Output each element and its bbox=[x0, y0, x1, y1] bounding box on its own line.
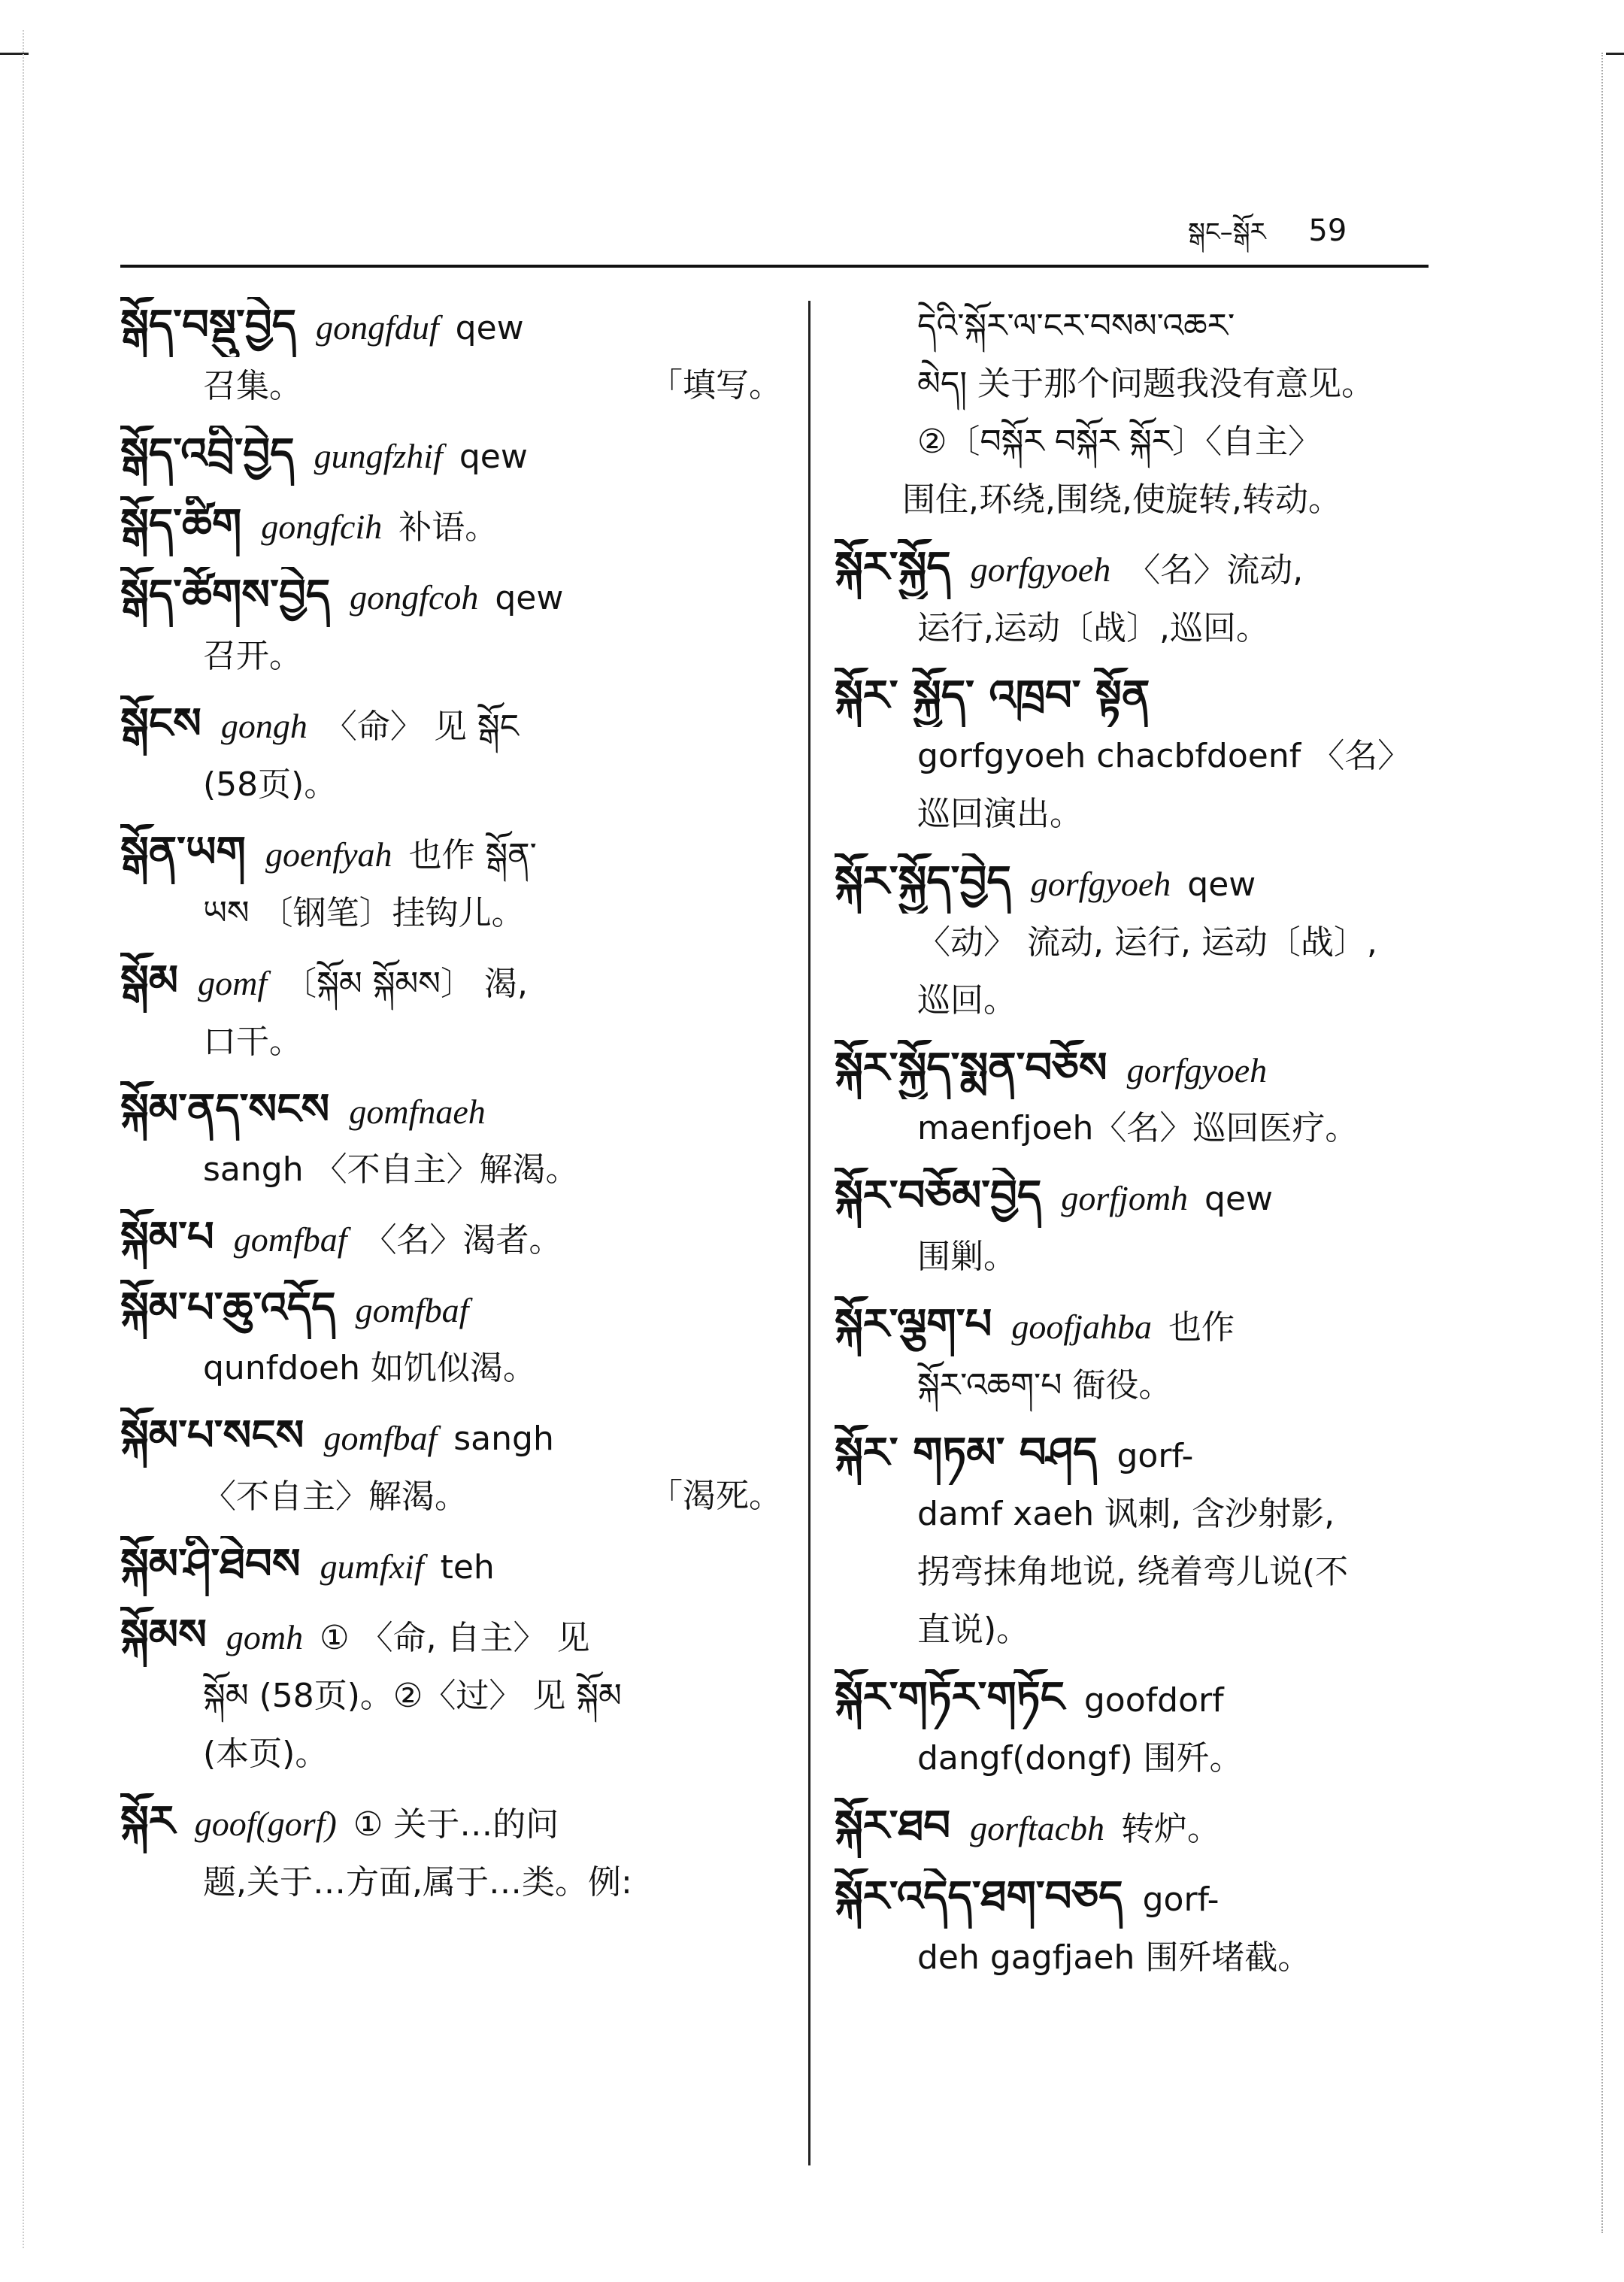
entry-line bbox=[120, 696, 782, 756]
definition-text: maenfjoeh〈名〉巡回医疗。 bbox=[917, 1109, 1359, 1147]
tibetan-headword: སྒོམ bbox=[120, 956, 179, 1005]
definition-text: 也作 bbox=[1168, 1308, 1235, 1347]
definition-text: 〈命〉 见 སྒོང bbox=[323, 708, 519, 746]
entry-line bbox=[120, 1209, 782, 1269]
romanization: gumfxif bbox=[320, 1547, 424, 1586]
entry-line bbox=[835, 1168, 1474, 1228]
entry-line bbox=[120, 1081, 782, 1141]
tibetan-headword: སྐོར་བཅོམ་བྱེད bbox=[835, 1171, 1042, 1220]
tibetan-headword: སྐོམས bbox=[120, 1611, 207, 1659]
header-rule bbox=[120, 265, 1429, 268]
entry-line bbox=[835, 1543, 1474, 1601]
entry-line bbox=[120, 1280, 782, 1339]
tibetan-headword: སྐོམ་པ་ཆུ་འདོད bbox=[120, 1283, 336, 1332]
entry-line bbox=[835, 471, 1474, 529]
definition-text: དེའི་སྐོར་ལ་ངར་བསམ་འཆར་ bbox=[917, 307, 1235, 345]
entry-line bbox=[120, 357, 782, 415]
definition-text: ① 关于…的问 bbox=[353, 1805, 559, 1844]
dictionary-entry bbox=[835, 297, 1474, 529]
entry-line bbox=[120, 824, 782, 884]
entry-line bbox=[120, 1339, 782, 1397]
definition-text: 运行,运动〔战〕,巡回。 bbox=[917, 609, 1269, 647]
tibetan-headword: སྐོར་སྐྱོད་སྨན་བཅོས bbox=[835, 1044, 1107, 1093]
dictionary-entry bbox=[835, 1168, 1474, 1286]
tibetan-headword: སྒོད་བསྡུ་བྱེད bbox=[120, 301, 297, 350]
scan-edge-left bbox=[0, 53, 29, 55]
continuation-fragment: 「填写。 bbox=[650, 366, 782, 405]
dictionary-entry bbox=[120, 696, 782, 814]
tibetan-headword: སྒོངས bbox=[120, 699, 201, 748]
left-column bbox=[120, 297, 782, 1922]
tibetan-headword: སྐོར་ གཏམ་ བཤད bbox=[835, 1429, 1098, 1477]
romanization: gorfgyoeh bbox=[1126, 1051, 1268, 1089]
dictionary-entry bbox=[120, 567, 782, 685]
right-column bbox=[835, 297, 1474, 1997]
definition-text: (本页)。 bbox=[203, 1735, 329, 1773]
dictionary-entry bbox=[120, 953, 782, 1071]
definition-text: qew bbox=[1204, 1180, 1274, 1218]
dictionary-entry bbox=[120, 1209, 782, 1269]
definition-text: qew bbox=[459, 438, 528, 476]
entry-line bbox=[835, 914, 1474, 971]
dictionary-entry bbox=[835, 1296, 1474, 1414]
romanization: gungfzhif bbox=[314, 437, 443, 475]
romanization: gomfbaf bbox=[323, 1419, 438, 1457]
definition-text: qunfdoeh 如饥似渴。 bbox=[203, 1349, 536, 1387]
entry-line bbox=[120, 1468, 782, 1526]
romanization: goofjahba bbox=[1011, 1308, 1152, 1346]
dictionary-entry bbox=[120, 1536, 782, 1596]
romanization: gongfduf bbox=[316, 308, 439, 347]
entry-line bbox=[120, 1408, 782, 1468]
definition-text: སྐོམ (58页)。②〈过〉 见 སྐོམ bbox=[203, 1677, 622, 1715]
tibetan-headword: སྐོར་འདེད་ཐག་བཅད bbox=[835, 1872, 1123, 1921]
romanization: goenfyah bbox=[265, 835, 392, 874]
entry-line bbox=[835, 355, 1474, 413]
entry-line bbox=[120, 297, 782, 357]
dictionary-entry bbox=[120, 496, 782, 556]
dictionary-entry bbox=[835, 1669, 1474, 1787]
entry-line bbox=[835, 1296, 1474, 1356]
entry-line bbox=[120, 953, 782, 1013]
entry-line bbox=[835, 413, 1474, 471]
entry-line bbox=[835, 1228, 1474, 1286]
headword-range: སྒང–སྒོར bbox=[1188, 217, 1266, 247]
tibetan-headword: སྐོར bbox=[120, 1797, 175, 1846]
tibetan-headword: སྒོད་འབྲི་བྱེད bbox=[120, 429, 295, 478]
definition-text: ཡས 〔钢笔〕挂钩儿。 bbox=[203, 894, 525, 932]
entry-line bbox=[120, 1141, 782, 1199]
definition-text: gorfgyoeh chacbfdoenf 〈名〉 bbox=[917, 737, 1411, 775]
definition-text: 拐弯抹角地说, 绕着弯儿说(不 bbox=[917, 1553, 1349, 1591]
entry-line bbox=[120, 1013, 782, 1071]
scan-edge-right-dots bbox=[1601, 53, 1603, 2233]
dictionary-entry bbox=[120, 1408, 782, 1526]
entry-line bbox=[835, 727, 1474, 785]
tibetan-headword: སྐོར་སྐྱོད bbox=[835, 543, 951, 592]
dictionary-entry bbox=[835, 1798, 1474, 1858]
definition-text: qew bbox=[455, 309, 524, 347]
definition-text: 围剿。 bbox=[917, 1238, 1017, 1276]
scan-edge-left-dots bbox=[23, 30, 24, 2248]
romanization: gongh bbox=[220, 707, 308, 745]
romanization: gomfbaf bbox=[355, 1291, 469, 1329]
tibetan-headword: སྐོམ་པ་སངས bbox=[120, 1411, 304, 1460]
entry-line bbox=[120, 884, 782, 942]
definition-text: ②〔བསྐོར བསྐོར སྐོར〕〈自主〉 bbox=[917, 423, 1322, 461]
definition-text: sangh bbox=[453, 1420, 554, 1458]
entry-line bbox=[120, 756, 782, 814]
dictionary-entry bbox=[120, 297, 782, 415]
tibetan-headword: སྐོམ་པ bbox=[120, 1213, 214, 1262]
scan-edge-right bbox=[1606, 53, 1624, 55]
tibetan-headword: སྐོར་ལྕག་པ bbox=[835, 1300, 992, 1349]
dictionary-entry bbox=[835, 539, 1474, 657]
entry-line bbox=[120, 1536, 782, 1596]
entry-line bbox=[835, 1040, 1474, 1099]
dictionary-entry bbox=[120, 1280, 782, 1397]
page-number: 59 bbox=[1308, 214, 1347, 248]
dictionary-entry bbox=[120, 426, 782, 486]
definition-text: 直说)。 bbox=[917, 1611, 1030, 1649]
entry-line bbox=[835, 785, 1474, 843]
definition-text: teh bbox=[440, 1548, 495, 1586]
definition-text: ① 〈命, 自主〉 见 bbox=[320, 1619, 590, 1657]
definition-text: 转炉。 bbox=[1121, 1810, 1221, 1848]
definition-text: sangh 〈不自主〉解渴。 bbox=[203, 1150, 579, 1189]
tibetan-headword: སྒོད་ཚིག bbox=[120, 500, 242, 549]
dictionary-entry bbox=[835, 853, 1474, 1029]
tibetan-headword: སྐོར་ཐབ bbox=[835, 1802, 951, 1850]
romanization: gongfcih bbox=[261, 508, 383, 546]
dictionary-entry bbox=[835, 1040, 1474, 1157]
definition-text: 召开。 bbox=[203, 637, 302, 675]
definition-text: deh gagfjaeh 围歼堵截。 bbox=[917, 1938, 1311, 1977]
entry-line bbox=[120, 1667, 782, 1725]
definition-text: dangf(dongf) 围歼。 bbox=[917, 1739, 1243, 1777]
tibetan-headword: སྐོམ་ནད་སངས bbox=[120, 1085, 330, 1134]
romanization: goof(gorf) bbox=[194, 1805, 337, 1843]
definition-text: སྐོར་འཆག་པ 衙役。 bbox=[917, 1366, 1172, 1405]
definition-text: 〈不自主〉解渴。 bbox=[203, 1477, 468, 1516]
romanization: gomf bbox=[198, 964, 268, 1002]
entry-line bbox=[120, 426, 782, 486]
entry-line bbox=[835, 1601, 1474, 1659]
definition-text: 题,关于…方面,属于…类。例: bbox=[203, 1863, 632, 1902]
entry-line bbox=[835, 668, 1474, 727]
definition-text: qew bbox=[495, 579, 564, 617]
romanization: gorftacbh bbox=[970, 1809, 1105, 1847]
entry-line bbox=[120, 1793, 782, 1853]
definition-text: 也作 སྒོན་ bbox=[408, 836, 537, 874]
entry-line bbox=[835, 1356, 1474, 1414]
romanization: gorfgyoeh bbox=[970, 550, 1111, 589]
definition-text: (58页)。 bbox=[203, 765, 338, 804]
entry-line bbox=[120, 1853, 782, 1911]
entry-line bbox=[120, 567, 782, 627]
entry-line bbox=[835, 599, 1474, 657]
definition-text: qew bbox=[1187, 865, 1256, 904]
definition-text: 围住,环绕,围绕,使旋转,转动。 bbox=[902, 480, 1341, 519]
entry-line bbox=[120, 1725, 782, 1783]
romanization: gomh bbox=[226, 1618, 304, 1656]
romanization: gomfbaf bbox=[233, 1220, 347, 1259]
definition-text: damf xaeh 讽刺, 含沙射影, bbox=[917, 1495, 1335, 1533]
continuation-fragment: 「渴死。 bbox=[650, 1477, 782, 1515]
definition-text: goofdorf bbox=[1083, 1681, 1224, 1720]
entry-line bbox=[835, 539, 1474, 599]
entry-line bbox=[835, 297, 1474, 355]
entry-line bbox=[835, 1669, 1474, 1729]
entry-line bbox=[835, 1099, 1474, 1157]
dictionary-entry bbox=[120, 1793, 782, 1911]
dictionary-entry bbox=[120, 1081, 782, 1199]
dictionary-entry bbox=[120, 1607, 782, 1783]
definition-text: 〔སྐོམ སྐོམས〕 渴, bbox=[283, 965, 528, 1003]
dictionary-entry bbox=[835, 1868, 1474, 1987]
romanization: gongfcoh bbox=[350, 578, 479, 617]
definition-text: 召集。 bbox=[203, 367, 302, 405]
definition-text: 巡回。 bbox=[917, 981, 1017, 1020]
entry-line bbox=[120, 1607, 782, 1667]
dictionary-entry bbox=[120, 824, 782, 942]
tibetan-headword: སྐོམ་ཤི་ཐེབས bbox=[120, 1540, 301, 1589]
tibetan-headword: སྐོར་ སྐྱོད་ འཁྲབ་ སྟོན bbox=[835, 671, 1150, 720]
definition-text: 〈名〉流动, bbox=[1127, 551, 1304, 589]
definition-text: 巡回演出。 bbox=[917, 795, 1083, 833]
entry-line bbox=[835, 1485, 1474, 1543]
entry-line bbox=[835, 1868, 1474, 1929]
definition-text: gorf- bbox=[1142, 1880, 1220, 1919]
romanization: gorfjomh bbox=[1061, 1179, 1189, 1217]
definition-text: 〈动〉 流动, 运行, 运动〔战〕, bbox=[917, 923, 1377, 962]
entry-line bbox=[835, 1425, 1474, 1485]
tibetan-headword: སྐོར་སྐྱོད་བྱེད bbox=[835, 857, 1011, 906]
entry-line bbox=[120, 496, 782, 556]
entry-line bbox=[835, 1798, 1474, 1858]
definition-text: 补语。 bbox=[398, 508, 498, 547]
entry-line bbox=[835, 971, 1474, 1029]
definition-text: gorf- bbox=[1116, 1437, 1194, 1475]
entry-line bbox=[120, 627, 782, 685]
entry-line bbox=[835, 853, 1474, 914]
entry-line bbox=[835, 1929, 1474, 1987]
column-divider bbox=[808, 301, 810, 2165]
tibetan-headword: སྒོན་ཡག bbox=[120, 828, 246, 877]
tibetan-headword: སྒོད་ཚོགས་བྱེད bbox=[120, 571, 331, 620]
definition-text: 〈名〉渴者。 bbox=[363, 1221, 562, 1259]
tibetan-headword: སྐོར་གཏོར་གཏོང bbox=[835, 1673, 1065, 1722]
dictionary-entry bbox=[835, 668, 1474, 843]
entry-line bbox=[835, 1729, 1474, 1787]
definition-text: 口干。 bbox=[203, 1023, 302, 1061]
definition-text: མེད། 关于那个问题我没有意见。 bbox=[917, 365, 1375, 403]
romanization: gomfnaeh bbox=[349, 1093, 486, 1131]
romanization: gorfgyoeh bbox=[1030, 865, 1171, 903]
dictionary-entry bbox=[835, 1425, 1474, 1659]
